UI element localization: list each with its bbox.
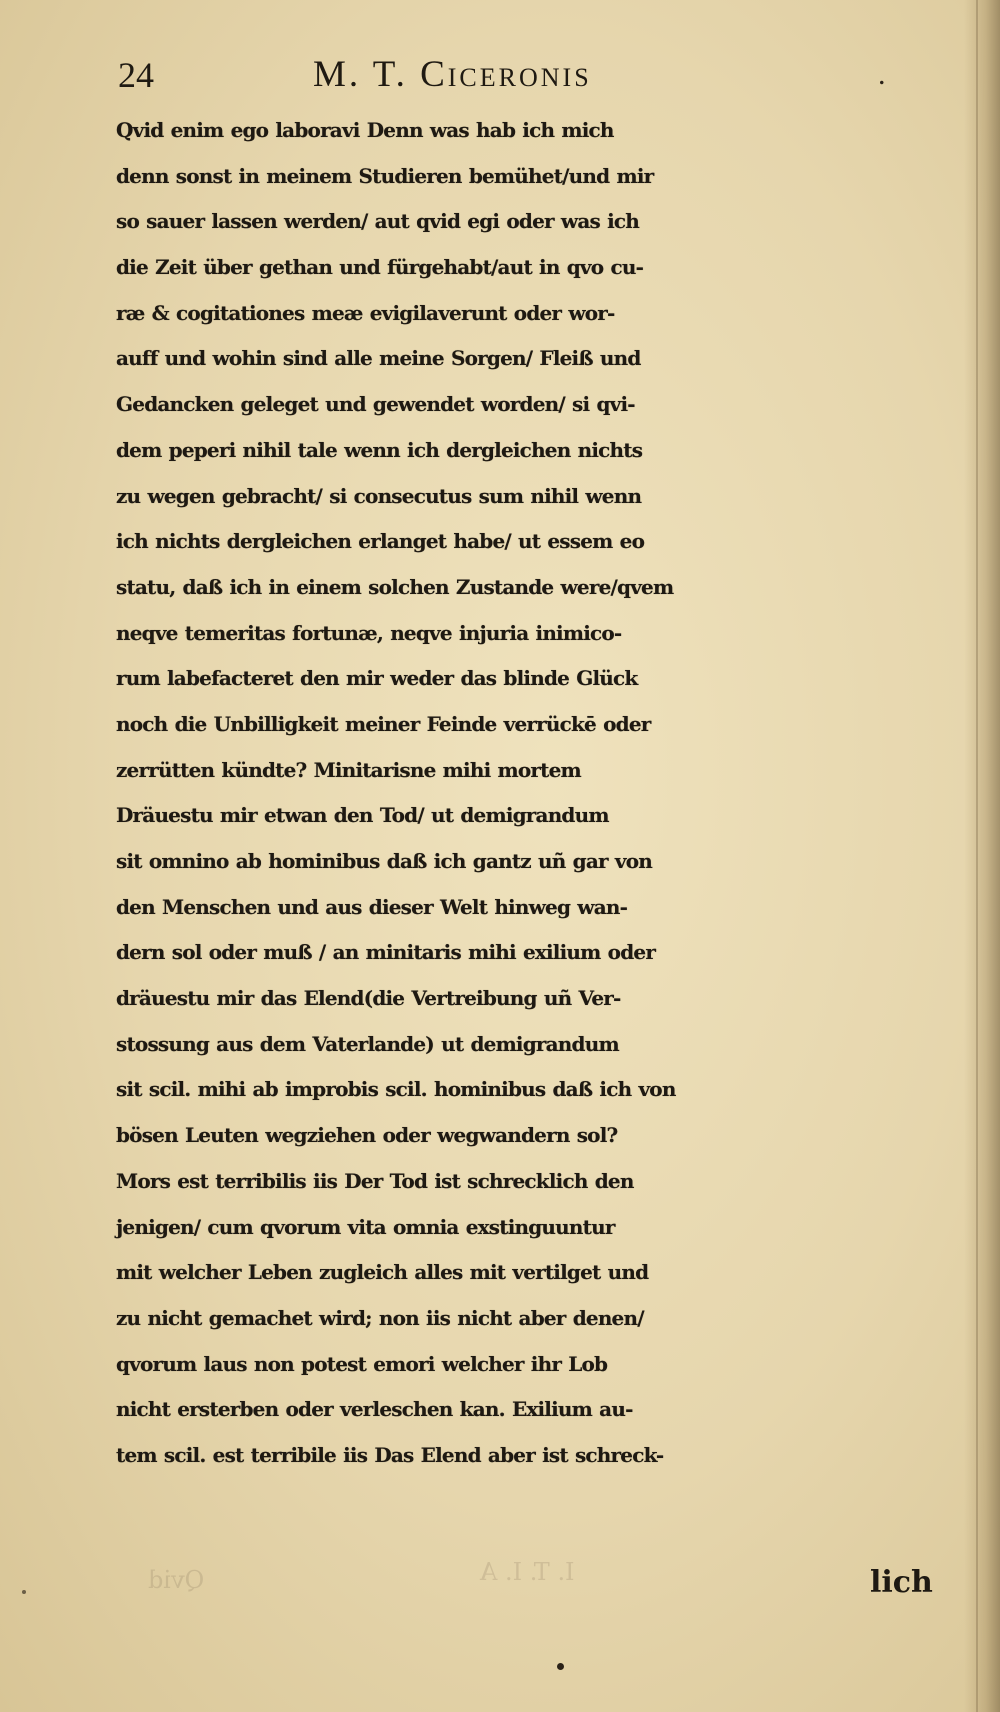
text-line: jenigen/ cum qvorum vita omnia exstinguuntur [116,1214,615,1239]
ink-dot [557,1663,564,1670]
text-line: sit omnino ab hominibus daß ich gantz uñ gar von [116,849,652,873]
header-mark: . [878,58,886,91]
text-line: zu nicht gemachet wird; non iis nicht aber denen/ [116,1305,644,1330]
text-line: zu wegen gebracht/ si consecutus sum nihil wenn [116,483,642,508]
text-line: stossung aus dem Vaterlande) ut demigrandum [116,1031,619,1056]
text-line: dern sol oder muß / an minitaris mihi exilium oder [116,940,656,965]
text-line: Mors est terribilis iis Der Tod ist schrecklich den [116,1168,634,1193]
text-line: Gedancken geleget und gewendet worden/ si qvi- [116,392,635,417]
paper-stain [22,1590,26,1594]
text-line: auff und wohin sind alle meine Sorgen/ Fleiß und [116,346,641,371]
text-line: sit scil. mihi ab improbis scil. hominibus daß ich von [116,1077,676,1102]
text-line: qvorum laus non potest emori welcher ihr Lob [116,1351,608,1376]
text-line: dem peperi nihil tale wenn ich dergleichen nichts [116,437,643,462]
text-line: nicht ersterben oder verleschen kan. Exilium au- [116,1397,633,1422]
text-line: bösen Leuten wegziehen oder wegwandern sol? [116,1123,618,1148]
text-line: mit welcher Leben zugleich alles mit vertilget und [116,1260,649,1285]
text-line: tem scil. est terribile iis Das Elend aber ist schreck- [116,1442,664,1467]
text-line: die Zeit über gethan und fürgehabt/aut in qvo cu- [116,255,644,280]
bleed-through-mark: Qvid [148,1566,205,1594]
text-line: so sauer lassen werden/ aut qvid egi oder was ich [116,209,640,234]
text-line: dräuestu mir das Elend(die Vertreibung uñ Ver- [116,986,621,1011]
text-line: denn sonst in meinem Studieren bemühet/und mir [116,163,654,188]
page-header [118,52,918,98]
page-fold-line [976,0,978,1712]
text-line: Dräuestu mir etwan den Tod/ ut demigrandum [116,803,609,828]
bleed-through-mark: I. T. I. A [480,1558,575,1586]
page-number: 24 [118,55,154,95]
text-line: zerrütten kündte? Minitarisne mihi mortem [116,757,581,782]
running-head: M. T. Ciceronis [313,54,592,95]
text-line: ræ & cogitationes meæ evigilaverunt oder wor- [116,300,615,325]
text-line: rum labefacteret den mir weder das blinde Glück [116,666,638,691]
text-line: neqve temeritas fortunæ, neqve injuria inimico- [116,620,622,645]
body-text [116,108,926,1479]
text-line: den Menschen und aus dieser Welt hinweg wan- [116,894,628,919]
binding-gutter [964,0,1000,1712]
text-line: noch die Unbilligkeit meiner Feinde verrückē oder [116,711,651,736]
text-line: statu, daß ich in einem solchen Zustande were/qvem [116,574,674,599]
text-line: ich nichts dergleichen erlanget habe/ ut essem eo [116,529,645,554]
text-line: Qvid enim ego laboravi Denn was hab ich mich [116,118,614,142]
catchword: lich [870,1565,933,1600]
